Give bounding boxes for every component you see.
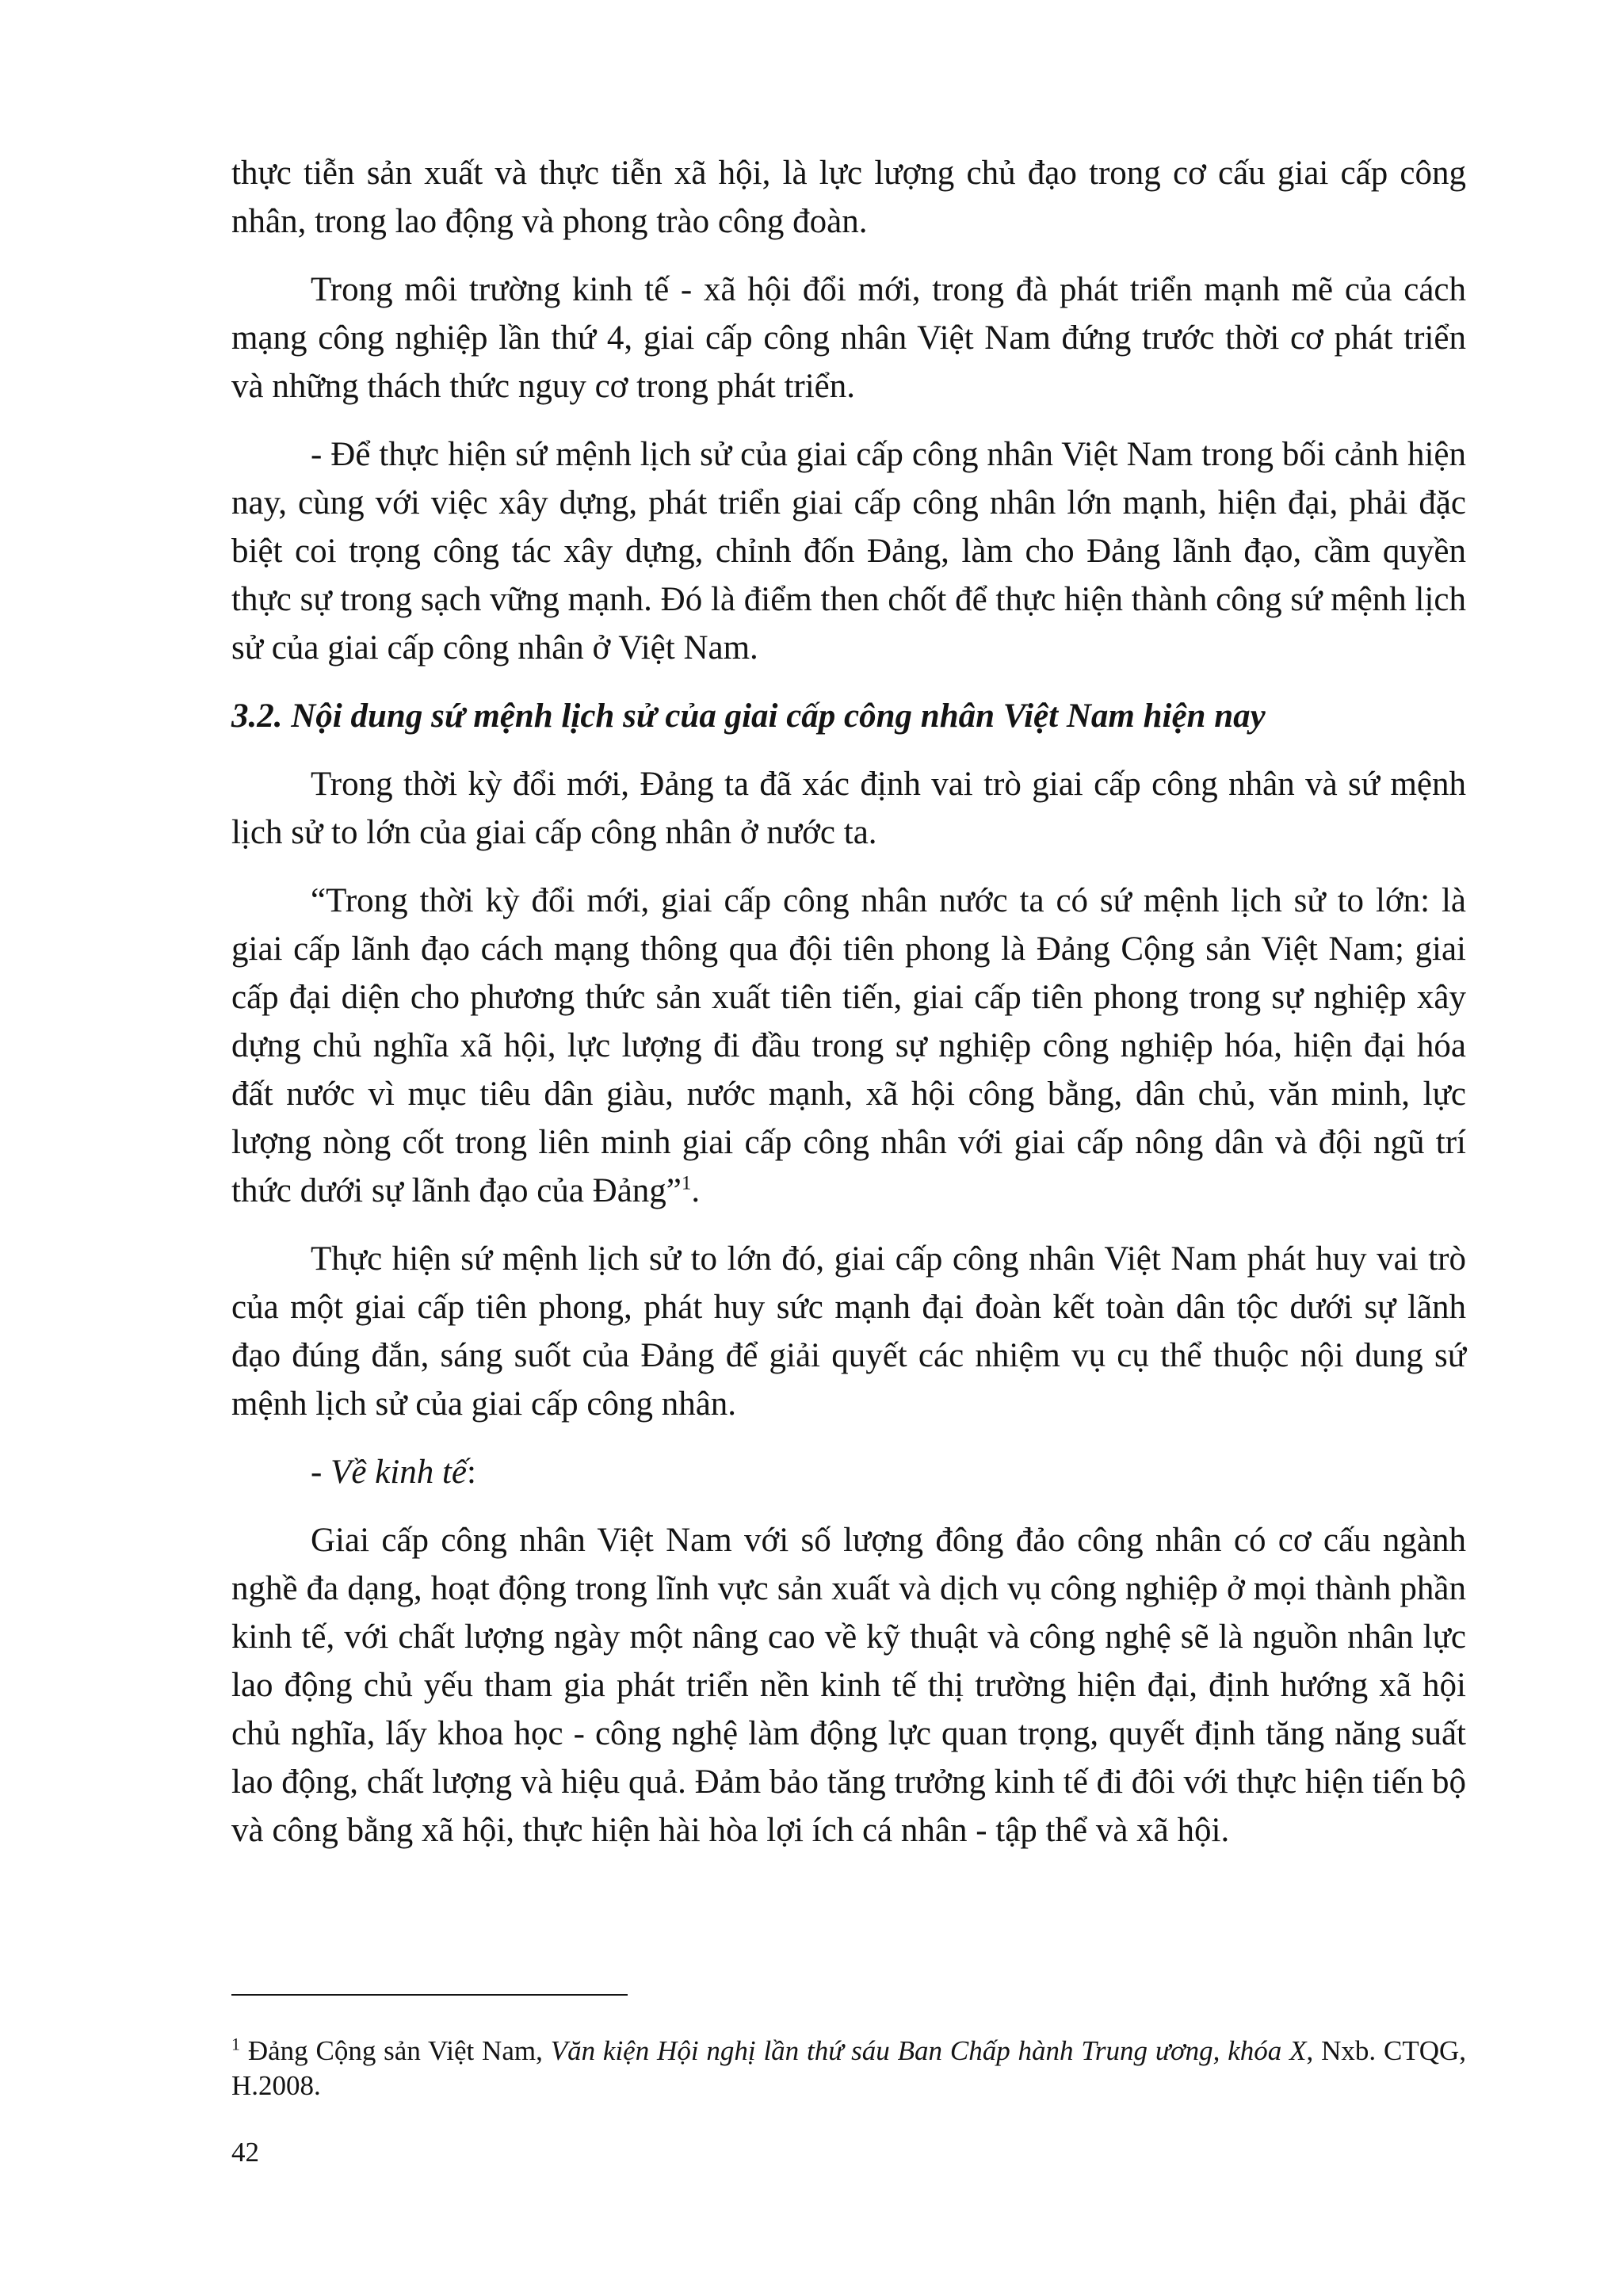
paragraph-party-building: - Để thực hiện sứ mệnh lịch sử của giai cấp công nhân Việt Nam trong bối cảnh hiện nay, cùng với việc xây dựng, phát triển giai cấp công nhân lớn mạnh, hiện đại, phải đặc biệt coi trọng công tác xây dựng, chỉnh đốn Đảng, làm cho Đảng lãnh đạo, cầm quyền thực sự trong sạch vững mạnh. Đó là điểm then chốt để thực hiện thành công sứ mệnh lịch sử của giai cấp công nhân ở Việt Nam. <box>231 436 1466 667</box>
footnote-divider <box>231 1994 628 1996</box>
subheading-prefix: - <box>311 1454 331 1491</box>
document-page <box>231 0 1466 2296</box>
section-heading: 3.2. Nội dung sứ mệnh lịch sử của giai cấp công nhân Việt Nam hiện nay <box>231 697 1266 735</box>
quote-end: . <box>691 1172 701 1209</box>
subheading-economy <box>231 1448 1466 1496</box>
footnote-publisher: , Nxb. CTQG, H.2008. <box>231 2035 1467 2101</box>
paragraph-mission-implementation: Thực hiện sứ mệnh lịch sử to lớn đó, giai cấp công nhân Việt Nam phát huy vai trò của một giai cấp tiên phong, phát huy sức mạnh đại đoàn kết toàn dân tộc dưới sự lãnh đạo đúng đắn, sáng suốt của Đảng để giải quyết các nhiệm vụ cụ thể thuộc nội dung sứ mệnh lịch sử của giai cấp công nhân. <box>231 1240 1466 1423</box>
quote-text: “Trong thời kỳ đổi mới, giai cấp công nhân nước ta có sứ mệnh lịch sử to lớn: là giai cấp lãnh đạo cách mạng thông qua đội tiên phong là Đảng Cộng sản Việt Nam; giai cấp đại diện cho phương thức sản xuất tiên tiến, giai cấp tiên phong trong sự nghiệp xây dựng chủ nghĩa xã hội, lực lượng đi đầu trong sự nghiệp công nghiệp hóa, hiện đại hóa đất nước vì mục tiêu dân giàu, nước mạnh, xã hội công bằng, dân chủ, văn minh, lực lượng nòng cốt trong liên minh giai cấp công nhân với giai cấp nông dân và đội ngũ trí thức dưới sự lãnh đạo của Đảng” <box>231 882 1466 1209</box>
footnote-marker: 1 <box>231 2034 240 2054</box>
footnote-reference[interactable]: 1 <box>681 1172 692 1194</box>
paragraph-renovation-role: Trong thời kỳ đổi mới, Đảng ta đã xác định vai trò giai cấp công nhân và sứ mệnh lịch sử to lớn của giai cấp công nhân ở nước ta. <box>231 766 1466 851</box>
paragraph-continued: thực tiễn sản xuất và thực tiễn xã hội, là lực lượng chủ đạo trong cơ cấu giai cấp công nhân, trong lao động và phong trào công đoàn. <box>231 155 1466 240</box>
paragraph-quote <box>231 877 1466 1215</box>
footnote-title: Văn kiện Hội nghị lần thứ sáu Ban Chấp hành Trung ương, khóa X <box>550 2035 1307 2066</box>
subheading-label: Về kinh tế <box>330 1454 467 1491</box>
page-number: 42 <box>231 2137 259 2168</box>
paragraph-economy: Giai cấp công nhân Việt Nam với số lượng đông đảo công nhân có cơ cấu ngành nghề đa dạng, hoạt động trong lĩnh vực sản xuất và dịch vụ công nghiệp ở mọi thành phần kinh tế, với chất lượng ngày một nâng cao về kỹ thuật và công nghệ sẽ là nguồn nhân lực lao động chủ yếu tham gia phát triển nền kinh tế thị trường hiện đại, định hướng xã hội chủ nghĩa, lấy khoa học - công nghệ làm động lực quan trọng, quyết định tăng năng suất lao động, chất lượng và hiệu quả. Đảm bảo tăng trưởng kinh tế đi đôi với thực hiện tiến bộ và công bằng xã hội, thực hiện hài hòa lợi ích cá nhân - tập thể và xã hội. <box>231 1522 1467 1849</box>
footnote-author: Đảng Cộng sản Việt Nam, <box>240 2035 551 2066</box>
footnote <box>231 2034 1466 2103</box>
subheading-suffix: : <box>467 1454 476 1491</box>
body-text <box>231 149 1466 1874</box>
paragraph-socio-economic-context: Trong môi trường kinh tế - xã hội đổi mới, trong đà phát triển mạnh mẽ của cách mạng công nghiệp lần thứ 4, giai cấp công nhân Việt Nam đứng trước thời cơ phát triển và những thách thức nguy cơ trong phát triển. <box>231 271 1466 405</box>
